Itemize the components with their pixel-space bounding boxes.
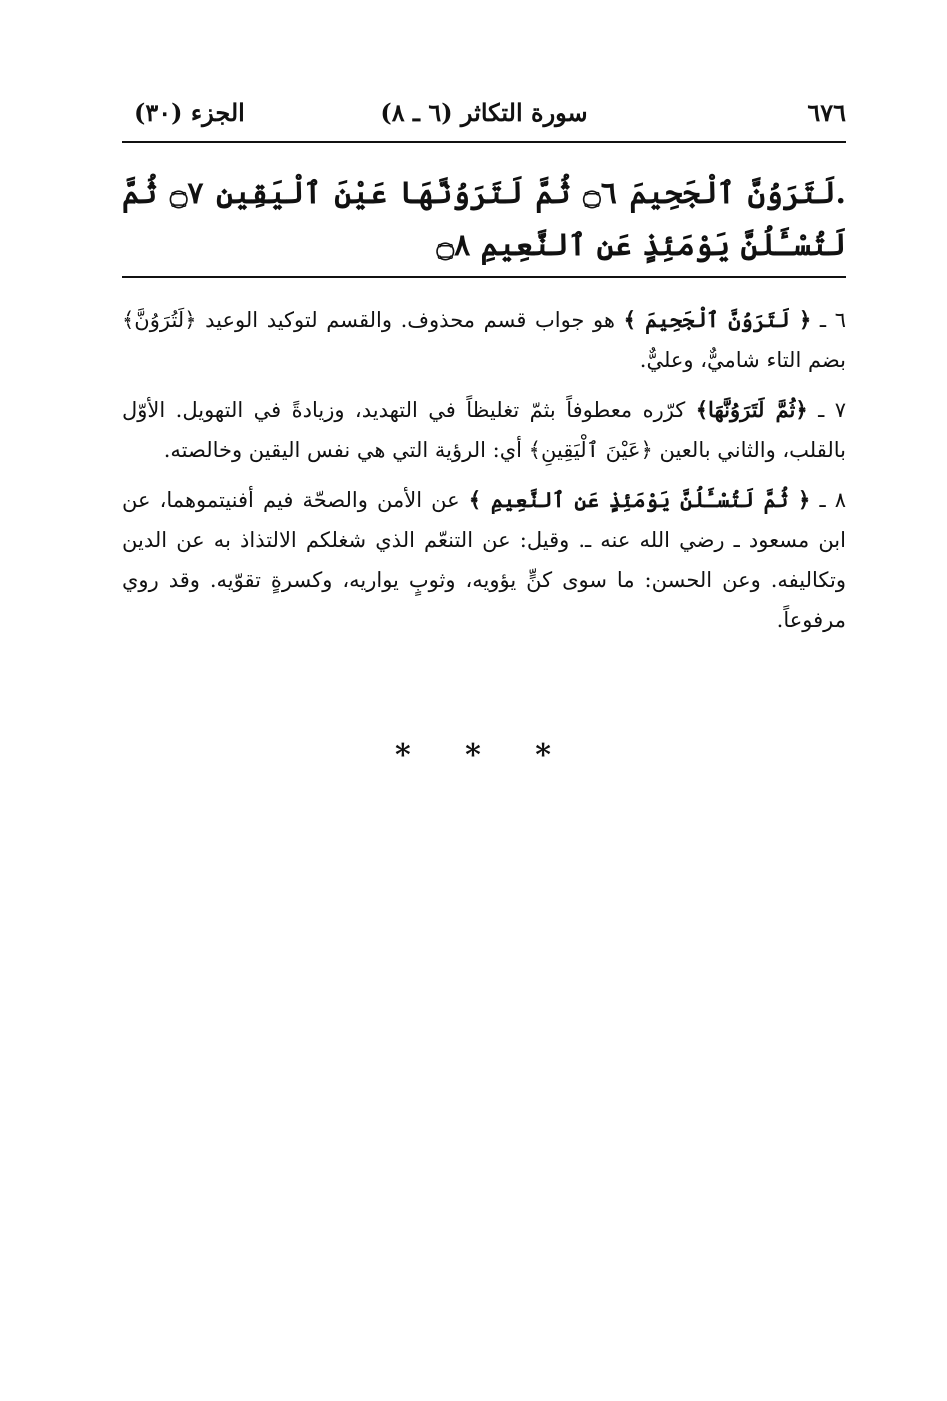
verse-quote: ﴿ثُمَّ لَتَرَوُنَّهَا﴾ xyxy=(695,397,808,422)
commentary-paragraph xyxy=(122,480,846,640)
commentary-number: ٦ ـ xyxy=(819,308,846,332)
juz-label: الجزء (٣٠) xyxy=(134,98,245,127)
commentary-text: هو جواب قسم محذوف. والقسم لتوكيد الوعيد ﴿لَتُرَوُنَّ﴾ بضم التاء شاميٌّ، وعليٌّ. xyxy=(122,308,846,372)
commentary-paragraph xyxy=(122,390,846,470)
verse-divider xyxy=(122,276,846,278)
page-header xyxy=(122,94,846,138)
surah-title: سورة التكاثر (٦ ـ ٨) xyxy=(380,98,588,127)
commentary-number: ٨ ـ xyxy=(819,488,846,512)
verse-quote: ﴿ ثُمَّ لَتُسْـَٔلُنَّ يَوْمَئِذٍ عَنِ ٱلنَّعِيمِ ﴾ xyxy=(468,487,811,512)
commentary-text: عن الأمن والصحّة فيم أفنيتموهما، عن ابن مسعود ـ رضي الله عنه ـ. وقيل: عن التنعّم الذي شغلكم الالتذاذ به عن الدين وتكاليفه. وعن الحسن: ما سوى كنٍّ يؤويه، وثوبٍ يواريه، وكسرةٍ تقوّيه. وقد روي مرفوعاً. xyxy=(122,488,846,632)
verse-quote: ﴿ لَتَرَوُنَّ ٱلْجَحِيمَ ﴾ xyxy=(623,307,812,332)
header-divider xyxy=(122,141,846,143)
commentary-number: ٧ ـ xyxy=(818,398,846,422)
section-separator: * * * xyxy=(395,738,573,773)
page-number: ٦٧٦ xyxy=(807,98,846,127)
commentary-paragraph xyxy=(122,300,846,380)
quran-verse-block: .لَتَرَوُنَّ ٱلْجَحِيمَ ۝٦ ثُمَّ لَتَرَوُنَّهَا عَيْنَ ٱلْيَقِينِ ۝٧ ثُمَّ لَتُسْـَٔلُنَّ يَوْمَئِذٍ عَنِ ٱلنَّعِيمِ ۝٨ xyxy=(122,176,846,263)
commentary-text: كرّره معطوفاً بثمّ تغليظاً في التهديد، وزيادةً في التهويل. الأوّل بالقلب، والثاني بالعين ﴿عَيْنَ ٱلْيَقِينِ﴾ أي: الرؤية التي هي نفس اليقين وخالصته. xyxy=(122,398,846,462)
commentary-body xyxy=(122,300,846,650)
